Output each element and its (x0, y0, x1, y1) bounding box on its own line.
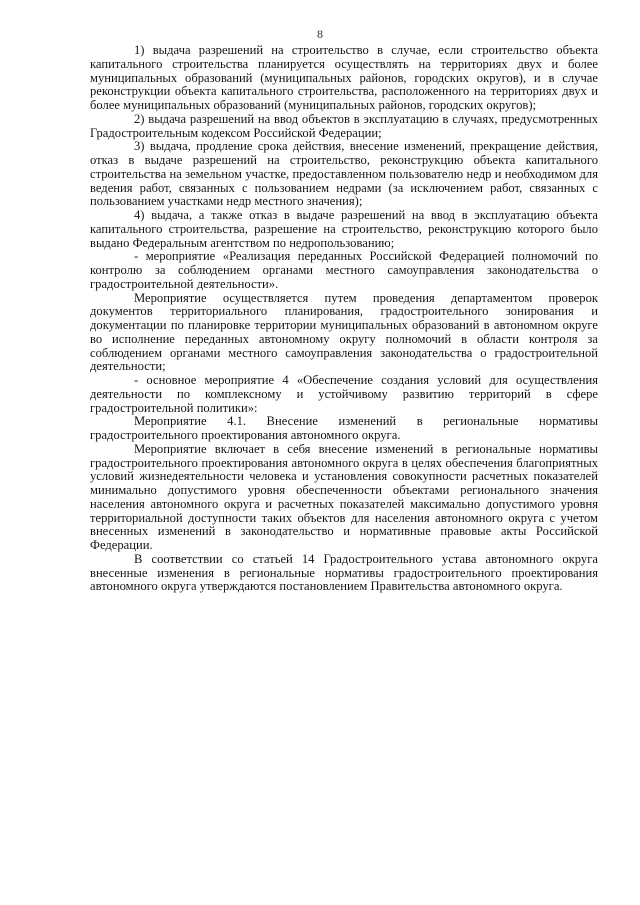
paragraph-measure-control: - мероприятие «Реализация переданных Российской Федерацией полномочий по контролю за соблюдением органами местного самоуправления законодательства о градостроительной деятельности». (90, 249, 598, 291)
paragraph-measure-inspections: Мероприятие осуществляется путем проведения департаментом проверок документов территориального планирования, градостроительного зонирования и документации по планировке территории муниципальных образований в автономном округе во исполнение переданных автономному округу полномочий в области контроля за соблюдением органами местного самоуправления законодательства о градостроительной деятельности; (90, 290, 598, 374)
paragraph-measure-4-1: Мероприятие 4.1. Внесение изменений в региональные нормативы градостроительного проектирования автономного округа. (90, 414, 598, 442)
paragraph-item-2-commissioning-permits: 2) выдача разрешений на ввод объектов в эксплуатацию в случаях, предусмотренных Градостроительным кодексом Российской Федерации; (90, 111, 598, 140)
page-number: 8 (317, 27, 323, 41)
paragraph-article-14: В соответствии со статьей 14 Градостроительного устава автономного округа внесенные изменения в региональные нормативы градостроительного проектирования автономного округа утверждаются постановлением Правительства автономного округа. (90, 551, 598, 594)
paragraph-main-measure-4: - основное мероприятие 4 «Обеспечение создания условий для осуществления деятельности по комплексному и устойчивому развитию территорий в сфере градостроительной политики»: (90, 373, 598, 415)
paragraph-item-3-subsoil-permits: 3) выдача, продление срока действия, внесение изменений, прекращение действия, отказ в выдаче разрешений на строительство, реконструкцию объекта капитального строительства на земельном участке, предоставленном пользователю недр и необходимом для ведения работ, связанных с пользованием недрами (за исключением работ, связанных с пользованием участками недр местного значения); (90, 139, 598, 209)
paragraph-item-4-federal-agency-permits: 4) выдача, а также отказ в выдаче разрешений на ввод в эксплуатацию объекта капитального строительства, разрешение на строительство, реконструкцию которого было выдано Федеральным агентством по недропользованию; (90, 208, 598, 250)
paragraph-measure-description: Мероприятие включает в себя внесение изменений в региональные нормативы градостроительного проектирования автономного округа в целях обеспечения благоприятных условий жизнедеятельности человека и установления совокупности расчетных показателей минимально допустимого уровня обеспеченности объектами регионального значения населения автономного округа и расчетных показателей максимально допустимого уровня территориальной доступности таких объектов для населения автономного округа с учетом внесенных изменений в законодательство и нормативные правовые акты Российской Федерации. (90, 441, 598, 552)
document-body (90, 44, 598, 594)
paragraph-item-1-building-permits: 1) выдача разрешений на строительство в случае, если строительство объекта капитального строительства планируется осуществлять на территориях двух и более муниципальных образований (муниципальных районов, городских округов), и в случае реконструкции объекта капитального строительства, расположенного на территориях двух и более муниципальных образований (муниципальных районов, городских округов); (90, 43, 598, 112)
